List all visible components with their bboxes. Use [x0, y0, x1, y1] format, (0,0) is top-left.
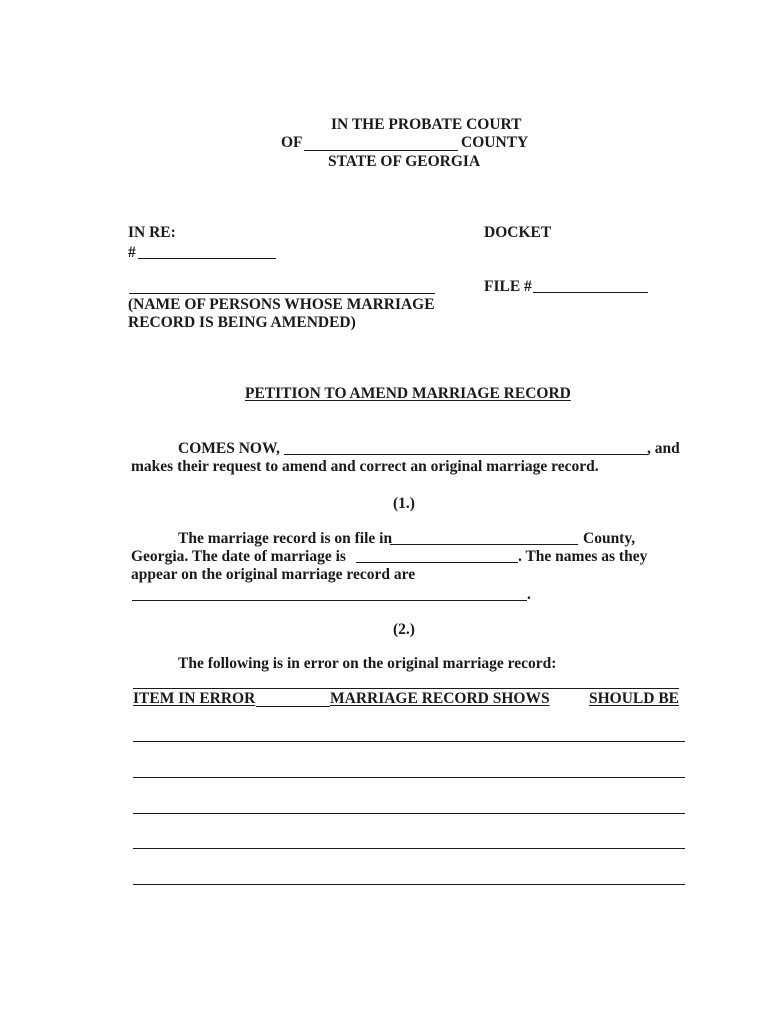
case-number-blank[interactable] [138, 258, 276, 259]
error-row-blank[interactable] [133, 741, 685, 742]
error-row-blank[interactable] [133, 884, 685, 885]
names-caption-line1: (NAME OF PERSONS WHOSE MARRIAGE [128, 296, 435, 313]
docket-label: DOCKET [484, 224, 552, 241]
case-hash-label: # [128, 244, 136, 261]
table-top-rule [133, 688, 679, 689]
petition-title: PETITION TO AMEND MARRIAGE RECORD [245, 385, 571, 402]
in-re-label: IN RE: [128, 224, 176, 241]
section1-line2a: Georgia. The date of marriage is [131, 548, 346, 565]
header-rule-segment [256, 706, 330, 707]
names-caption-line2: RECORD IS BEING AMENDED) [128, 314, 356, 331]
county-label: COUNTY [461, 134, 529, 151]
county-name-blank[interactable] [304, 150, 458, 151]
petitioner-name-blank[interactable] [284, 454, 648, 455]
header-item-in-error: ITEM IN ERROR [133, 690, 256, 707]
court-title: IN THE PROBATE COURT [331, 116, 522, 133]
section1-line1a: The marriage record is on file in [178, 530, 393, 547]
file-number-blank[interactable] [533, 292, 648, 293]
marriage-date-blank[interactable] [356, 562, 518, 563]
error-row-blank[interactable] [133, 813, 685, 814]
intro-line2: makes their request to amend and correct an original marriage record. [131, 458, 599, 475]
header-should-be: SHOULD BE [589, 690, 680, 707]
original-names-blank[interactable] [132, 600, 527, 601]
and-label: , and [647, 440, 680, 457]
comes-now-label: COMES NOW, [178, 440, 280, 457]
error-row-blank[interactable] [133, 848, 685, 849]
section1-line1b: County, [583, 530, 636, 547]
state-label: STATE OF GEORGIA [328, 153, 481, 170]
section1-period: . [527, 586, 531, 603]
section1-line2b: . The names as they [518, 548, 648, 565]
county-of-label: OF [281, 134, 303, 151]
section-2-number: (2.) [393, 621, 415, 638]
persons-name-blank[interactable] [129, 293, 435, 294]
file-county-blank[interactable] [390, 544, 578, 545]
header-marriage-record-shows: MARRIAGE RECORD SHOWS [330, 690, 550, 707]
section-1-number: (1.) [393, 495, 415, 512]
error-row-blank[interactable] [133, 777, 685, 778]
section2-text: The following is in error on the original marriage record: [178, 655, 557, 672]
file-number-label: FILE # [484, 278, 532, 295]
section1-line3: appear on the original marriage record are [131, 566, 416, 583]
